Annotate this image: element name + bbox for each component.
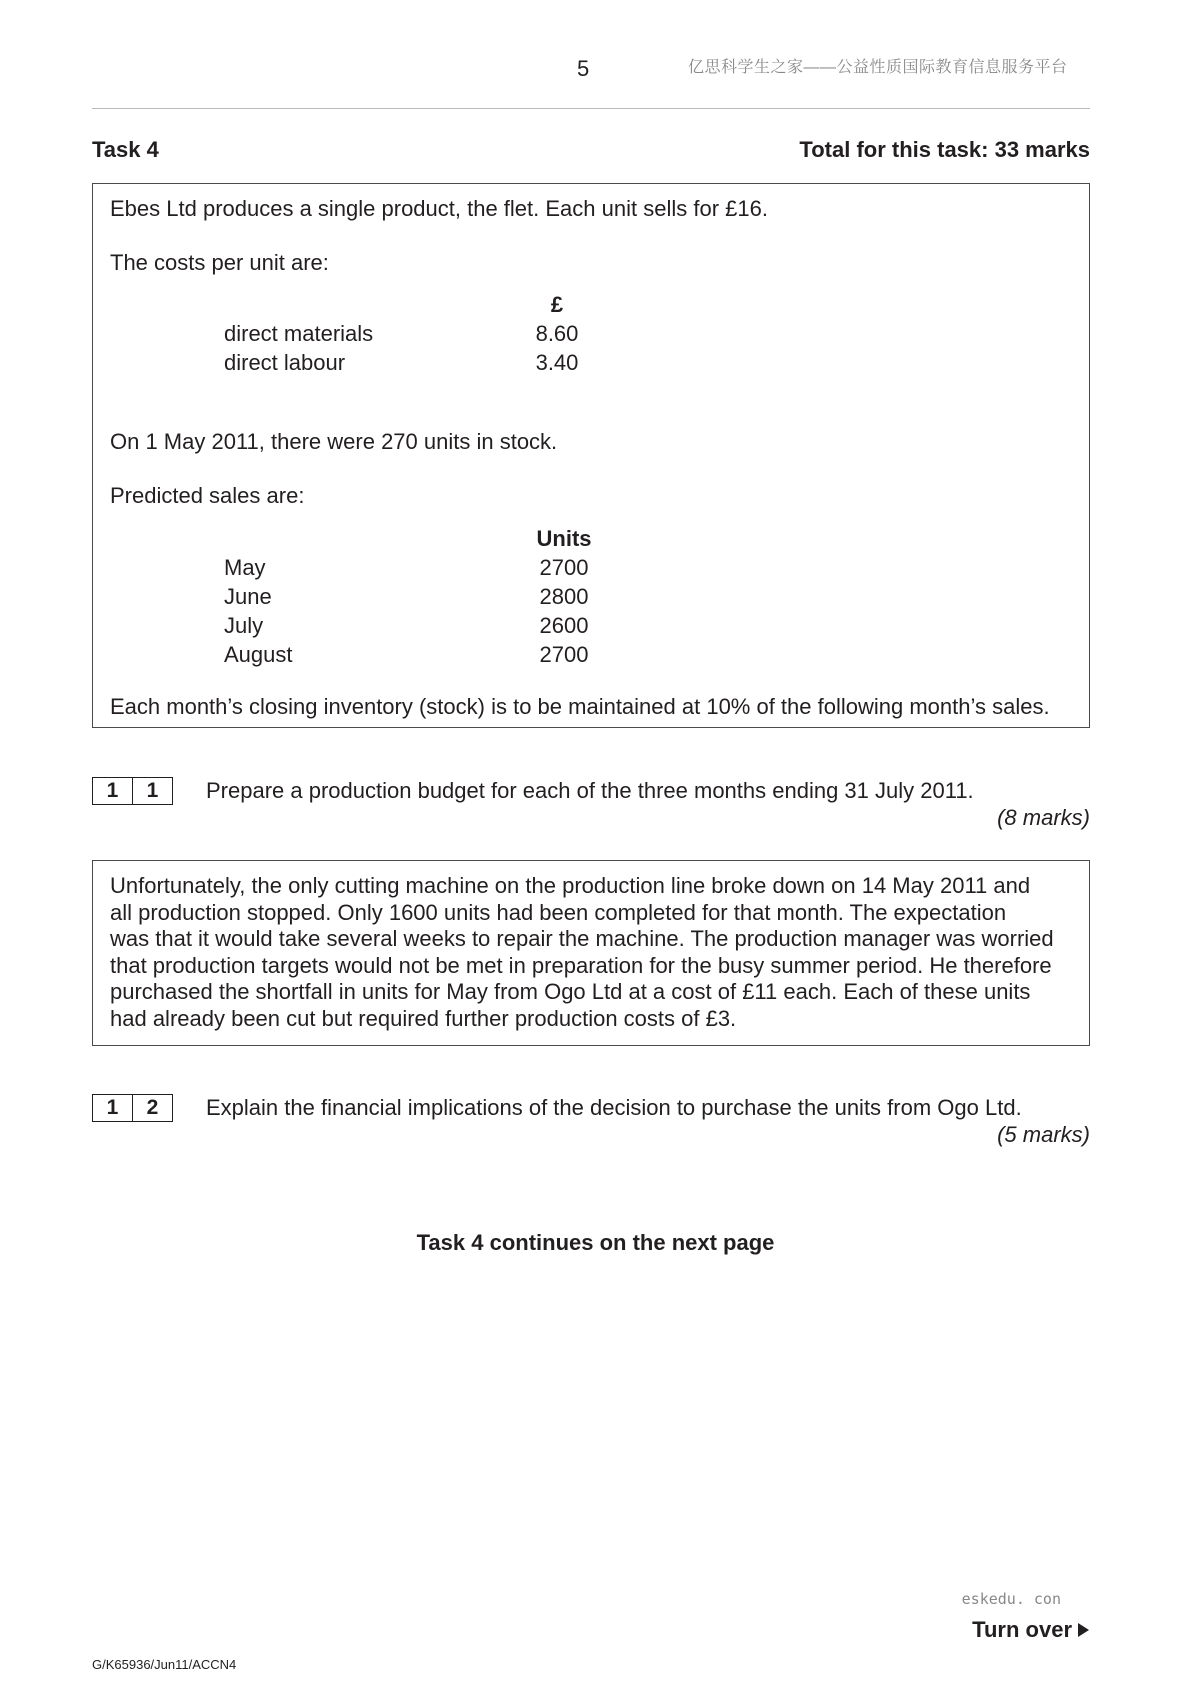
- scenario-paragraph: [110, 873, 1080, 1032]
- scenario-intro: Ebes Ltd produces a single product, the flet. Each unit sells for £16.: [110, 196, 768, 221]
- cost-value: 8.60: [535, 321, 579, 346]
- sales-month: June: [224, 584, 272, 609]
- paragraph-line: purchased the shortfall in units for May from Ogo Ltd at a cost of £11 each. Each of these units: [110, 979, 1031, 1004]
- closing-inventory-text: Each month’s closing inventory (stock) is to be maintained at 10% of the following month’s sales.: [110, 694, 1050, 719]
- question-digit: 1: [106, 779, 119, 802]
- header-divider: [92, 108, 1090, 109]
- header-watermark: 亿思科学生之家——公益性质国际教育信息服务平台: [688, 59, 1068, 76]
- sales-column-header: Units: [536, 526, 592, 551]
- question-marks: (5 marks): [997, 1122, 1090, 1147]
- scenario-box-2: [92, 860, 1090, 1046]
- task-total-marks: Total for this task: 33 marks: [799, 137, 1090, 162]
- question-number-box: [92, 1094, 173, 1122]
- question-digit: 1: [132, 778, 172, 804]
- cost-column-header: £: [550, 292, 564, 317]
- costs-intro: The costs per unit are:: [110, 250, 329, 275]
- play-arrow-icon: [1078, 1623, 1089, 1637]
- task-title: Task 4: [92, 137, 159, 162]
- question-text: Prepare a production budget for each of the three months ending 31 July 2011.: [206, 778, 974, 803]
- cost-value: 3.40: [535, 350, 579, 375]
- sales-month: August: [224, 642, 293, 667]
- continues-note: Task 4 continues on the next page: [416, 1230, 775, 1255]
- sales-units: 2700: [539, 642, 589, 667]
- question-digit: 1: [106, 1096, 119, 1119]
- paper-code: G/K65936/Jun11/ACCN4: [92, 1657, 237, 1672]
- cost-label: direct materials: [224, 321, 374, 346]
- paragraph-line: was that it would take several weeks to repair the machine. The production manager was worried: [110, 926, 1054, 951]
- question-number-box: [92, 777, 173, 805]
- cost-label: direct labour: [224, 350, 346, 375]
- sales-units: 2800: [539, 584, 589, 609]
- scenario-box-1: [92, 183, 1090, 728]
- sales-units: 2600: [539, 613, 589, 638]
- sales-month: July: [224, 613, 264, 638]
- turn-over-label: [972, 1617, 1089, 1643]
- question-text: Explain the financial implications of the decision to purchase the units from Ogo Ltd.: [206, 1095, 1022, 1120]
- paragraph-line: had already been cut but required further production costs of £3.: [110, 1005, 737, 1031]
- sales-intro: Predicted sales are:: [110, 483, 305, 508]
- question-digit: 2: [132, 1095, 172, 1121]
- opening-stock-text: On 1 May 2011, there were 270 units in stock.: [110, 429, 558, 454]
- paragraph-line: all production stopped. Only 1600 units had been completed for that month. The expectation: [110, 899, 1007, 925]
- sales-units: 2700: [539, 555, 589, 580]
- question-marks: (8 marks): [997, 805, 1090, 830]
- turn-over-text: Turn over: [972, 1617, 1072, 1642]
- paragraph-line: Unfortunately, the only cutting machine on the production line broke down on 14 May 2011 and: [110, 873, 1031, 898]
- page-number: 5: [577, 56, 590, 81]
- sales-month: May: [224, 555, 266, 580]
- paragraph-line: that production targets would not be met in preparation for the busy summer period. He therefore: [110, 952, 1052, 978]
- footer-watermark: eskedu. con: [961, 1590, 1061, 1608]
